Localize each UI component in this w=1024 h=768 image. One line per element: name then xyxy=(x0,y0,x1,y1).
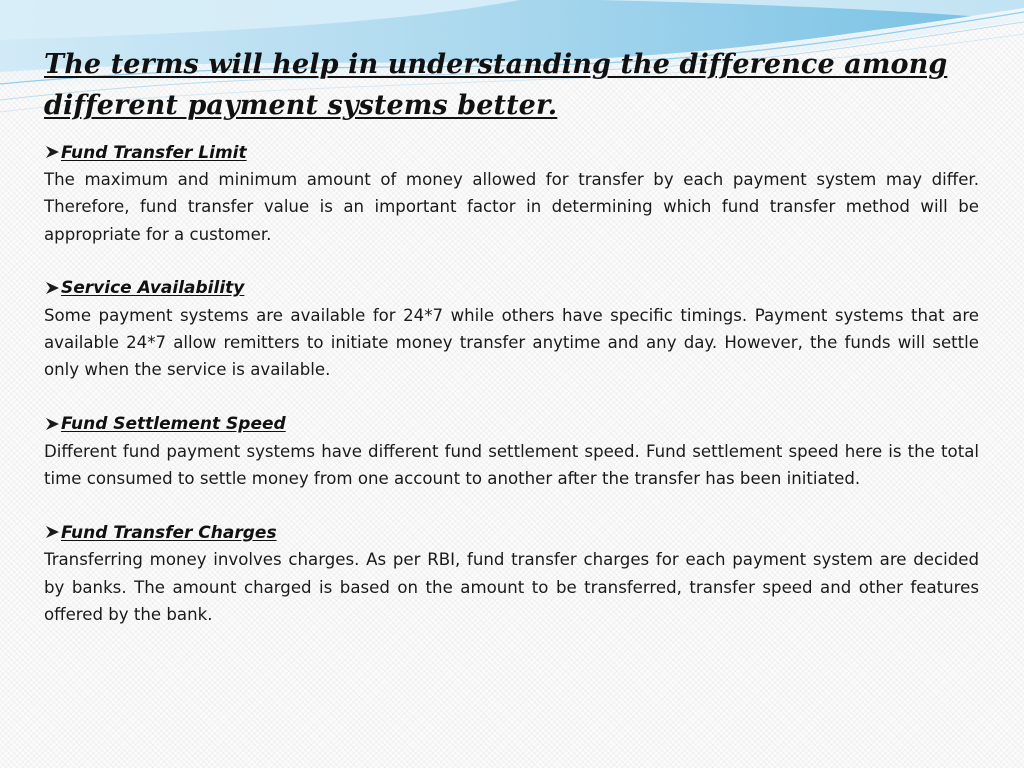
arrow-bullet-icon xyxy=(44,411,61,438)
section-body-text: Different fund payment systems have different fund settlement speed. Fund settlement speed here is the total time consumed to settle money from one account to another after the transfer has been initiated. xyxy=(44,441,979,489)
section-heading xyxy=(44,275,979,302)
arrow-bullet-icon xyxy=(44,139,61,166)
page-title: The terms will help in understanding the difference among different payment systems better. xyxy=(44,49,948,121)
section-heading-text: Fund Transfer Limit xyxy=(61,142,247,163)
section-heading xyxy=(44,139,979,166)
section-fund-transfer-limit xyxy=(44,139,979,248)
arrow-bullet-icon xyxy=(44,275,61,302)
section-heading-text: Fund Transfer Charges xyxy=(61,522,277,543)
section-fund-transfer-charges xyxy=(44,519,979,628)
section-heading-text: Fund Settlement Speed xyxy=(61,414,286,435)
section-fund-settlement-speed xyxy=(44,411,979,493)
section-heading-text: Service Availability xyxy=(61,278,245,299)
section-body-text: The maximum and minimum amount of money allowed for transfer by each payment system may differ. Therefore, fund transfer value is an important factor in determining which fund transfer method will be appropriate for a customer. xyxy=(44,170,979,244)
section-body-text: Transferring money involves charges. As per RBI, fund transfer charges for each payment system are decided by banks. The amount charged is based on the amount to be transferred, transfer speed and other features offered by the bank. xyxy=(44,550,979,624)
arrow-bullet-icon xyxy=(44,519,61,546)
section-heading xyxy=(44,411,979,438)
section-heading xyxy=(44,519,979,546)
section-service-availability xyxy=(44,275,979,384)
section-body-text: Some payment systems are available for 24*7 while others have specific timings. Payment systems that are available 24*7 allow remitters to initiate money transfer anytime and any day. However, the funds will settle only when the service is available. xyxy=(44,305,979,380)
terms-content xyxy=(44,139,979,655)
